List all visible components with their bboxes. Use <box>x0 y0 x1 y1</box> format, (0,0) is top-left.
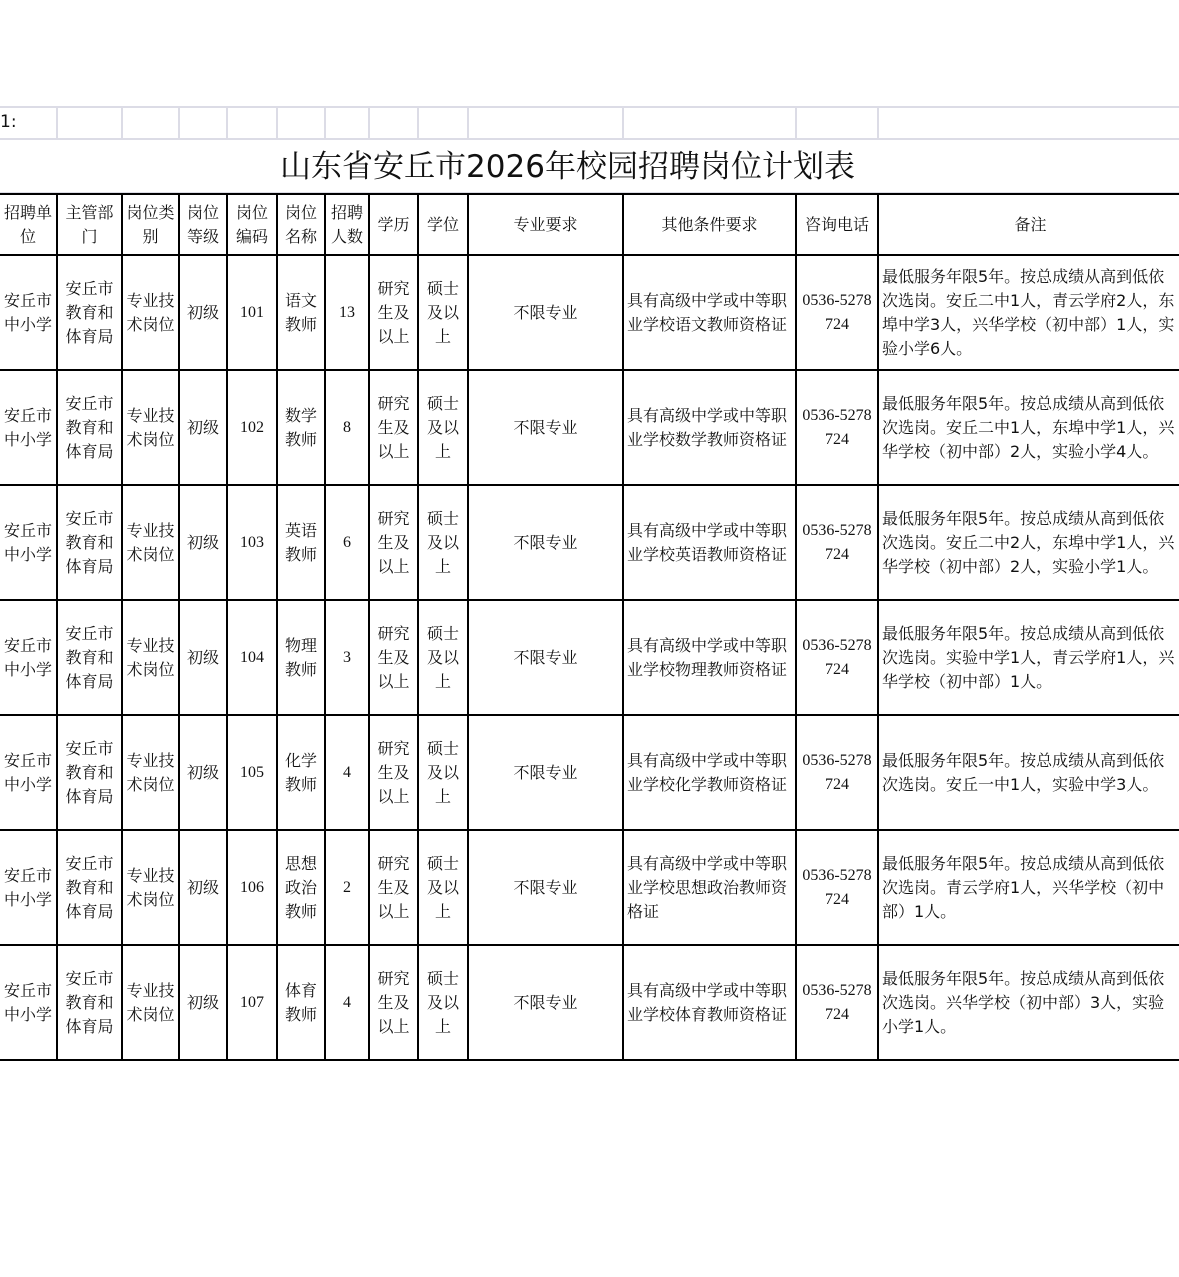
level-cell[interactable]: 初级 <box>179 945 227 1060</box>
degree-cell[interactable]: 硕士及以上 <box>418 485 468 600</box>
education-cell[interactable]: 研究生及以上 <box>369 715 418 830</box>
degree-cell[interactable]: 硕士及以上 <box>418 255 468 370</box>
dept-cell[interactable]: 安丘市教育和体育局 <box>57 255 122 370</box>
remark-cell[interactable]: 最低服务年限5年。按总成绩从高到低依次选岗。安丘二中1人，青云学府2人，东埠中学3人，兴华学校（初中部）1人，实验小学6人。 <box>878 255 1179 370</box>
code-cell[interactable]: 107 <box>227 945 277 1060</box>
count-cell[interactable]: 4 <box>325 945 369 1060</box>
remark-cell[interactable]: 最低服务年限5年。按总成绩从高到低依次选岗。安丘二中1人，东埠中学1人，兴华学校（初中部）2人，实验小学4人。 <box>878 370 1179 485</box>
column-header[interactable]: 岗位等级 <box>179 194 227 255</box>
dept-cell[interactable]: 安丘市教育和体育局 <box>57 945 122 1060</box>
column-header[interactable]: 专业要求 <box>468 194 623 255</box>
degree-cell[interactable]: 硕士及以上 <box>418 370 468 485</box>
major-cell[interactable]: 不限专业 <box>468 715 623 830</box>
count-cell[interactable]: 4 <box>325 715 369 830</box>
table-row <box>0 715 1179 830</box>
position-name-cell[interactable]: 物理教师 <box>277 600 325 715</box>
attachment-label: 1: <box>0 112 17 132</box>
position-name-cell[interactable]: 化学教师 <box>277 715 325 830</box>
major-cell[interactable]: 不限专业 <box>468 830 623 945</box>
education-cell[interactable]: 研究生及以上 <box>369 600 418 715</box>
column-header[interactable]: 学历 <box>369 194 418 255</box>
grid-cell[interactable] <box>467 108 469 138</box>
empty-grid-row <box>0 106 1179 140</box>
table-row <box>0 485 1179 600</box>
level-cell[interactable]: 初级 <box>179 370 227 485</box>
category-cell[interactable]: 专业技术岗位 <box>122 370 179 485</box>
column-header[interactable]: 其他条件要求 <box>623 194 796 255</box>
column-header[interactable]: 主管部门 <box>57 194 122 255</box>
table-row <box>0 830 1179 945</box>
unit-cell[interactable]: 安丘市中小学 <box>0 830 57 945</box>
column-header[interactable]: 备注 <box>878 194 1179 255</box>
column-header[interactable]: 招聘单位 <box>0 194 57 255</box>
grid-cell[interactable] <box>178 108 180 138</box>
grid-cell[interactable] <box>226 108 228 138</box>
code-cell[interactable]: 104 <box>227 600 277 715</box>
position-name-cell[interactable]: 数学教师 <box>277 370 325 485</box>
grid-cell[interactable] <box>368 108 370 138</box>
education-cell[interactable]: 研究生及以上 <box>369 255 418 370</box>
unit-cell[interactable]: 安丘市中小学 <box>0 945 57 1060</box>
column-header[interactable]: 咨询电话 <box>796 194 878 255</box>
position-name-cell[interactable]: 英语教师 <box>277 485 325 600</box>
phone-cell[interactable]: 0536-5278724 <box>796 255 878 370</box>
dept-cell[interactable]: 安丘市教育和体育局 <box>57 370 122 485</box>
category-cell[interactable]: 专业技术岗位 <box>122 485 179 600</box>
education-cell[interactable]: 研究生及以上 <box>369 830 418 945</box>
phone-cell[interactable]: 0536-5278724 <box>796 370 878 485</box>
major-cell[interactable]: 不限专业 <box>468 600 623 715</box>
dept-cell[interactable]: 安丘市教育和体育局 <box>57 830 122 945</box>
code-cell[interactable]: 103 <box>227 485 277 600</box>
phone-cell[interactable]: 0536-5278724 <box>796 830 878 945</box>
major-cell[interactable]: 不限专业 <box>468 485 623 600</box>
category-cell[interactable]: 专业技术岗位 <box>122 945 179 1060</box>
count-cell[interactable]: 2 <box>325 830 369 945</box>
grid-cell[interactable] <box>121 108 123 138</box>
education-cell[interactable]: 研究生及以上 <box>369 370 418 485</box>
grid-cell[interactable] <box>56 108 58 138</box>
count-cell[interactable]: 8 <box>325 370 369 485</box>
remark-cell[interactable]: 最低服务年限5年。按总成绩从高到低依次选岗。安丘一中1人，实验中学3人。 <box>878 715 1179 830</box>
table-row <box>0 255 1179 370</box>
major-cell[interactable]: 不限专业 <box>468 945 623 1060</box>
page-title: 山东省安丘市2026年校园招聘岗位计划表 <box>280 149 855 185</box>
education-cell[interactable]: 研究生及以上 <box>369 945 418 1060</box>
education-cell[interactable]: 研究生及以上 <box>369 485 418 600</box>
other-requirements-cell[interactable]: 具有高级中学或中等职业学校物理教师资格证 <box>623 600 796 715</box>
degree-cell[interactable]: 硕士及以上 <box>418 600 468 715</box>
table-row <box>0 370 1179 485</box>
dept-cell[interactable]: 安丘市教育和体育局 <box>57 485 122 600</box>
table-row <box>0 600 1179 715</box>
degree-cell[interactable]: 硕士及以上 <box>418 945 468 1060</box>
phone-cell[interactable]: 0536-5278724 <box>796 945 878 1060</box>
category-cell[interactable]: 专业技术岗位 <box>122 255 179 370</box>
unit-cell[interactable]: 安丘市中小学 <box>0 715 57 830</box>
unit-cell[interactable]: 安丘市中小学 <box>0 255 57 370</box>
column-header[interactable]: 岗位类别 <box>122 194 179 255</box>
other-requirements-cell[interactable]: 具有高级中学或中等职业学校英语教师资格证 <box>623 485 796 600</box>
position-name-cell[interactable]: 体育教师 <box>277 945 325 1060</box>
grid-cell[interactable] <box>276 108 278 138</box>
grid-cell[interactable] <box>417 108 419 138</box>
recruitment-table <box>0 193 1179 1061</box>
column-header[interactable]: 学位 <box>418 194 468 255</box>
phone-cell[interactable]: 0536-5278724 <box>796 600 878 715</box>
level-cell[interactable]: 初级 <box>179 485 227 600</box>
header-row <box>0 194 1179 255</box>
code-cell[interactable]: 106 <box>227 830 277 945</box>
other-requirements-cell[interactable]: 具有高级中学或中等职业学校思想政治教师资格证 <box>623 830 796 945</box>
column-header[interactable]: 招聘人数 <box>325 194 369 255</box>
grid-cell[interactable] <box>795 108 797 138</box>
unit-cell[interactable]: 安丘市中小学 <box>0 600 57 715</box>
level-cell[interactable]: 初级 <box>179 600 227 715</box>
other-requirements-cell[interactable]: 具有高级中学或中等职业学校化学教师资格证 <box>623 715 796 830</box>
phone-cell[interactable]: 0536-5278724 <box>796 485 878 600</box>
remark-cell[interactable]: 最低服务年限5年。按总成绩从高到低依次选岗。兴华学校（初中部）3人，实验小学1人。 <box>878 945 1179 1060</box>
other-requirements-cell[interactable]: 具有高级中学或中等职业学校语文教师资格证 <box>623 255 796 370</box>
column-header[interactable]: 岗位名称 <box>277 194 325 255</box>
position-name-cell[interactable]: 语文教师 <box>277 255 325 370</box>
major-cell[interactable]: 不限专业 <box>468 255 623 370</box>
other-requirements-cell[interactable]: 具有高级中学或中等职业学校体育教师资格证 <box>623 945 796 1060</box>
remark-cell[interactable]: 最低服务年限5年。按总成绩从高到低依次选岗。青云学府1人，兴华学校（初中部）1人。 <box>878 830 1179 945</box>
count-cell[interactable]: 6 <box>325 485 369 600</box>
grid-cell[interactable] <box>324 108 326 138</box>
column-header[interactable]: 岗位编码 <box>227 194 277 255</box>
remark-cell[interactable]: 最低服务年限5年。按总成绩从高到低依次选岗。实验中学1人，青云学府1人，兴华学校（初中部）1人。 <box>878 600 1179 715</box>
level-cell[interactable]: 初级 <box>179 715 227 830</box>
count-cell[interactable]: 3 <box>325 600 369 715</box>
phone-cell[interactable]: 0536-5278724 <box>796 715 878 830</box>
code-cell[interactable]: 101 <box>227 255 277 370</box>
code-cell[interactable]: 105 <box>227 715 277 830</box>
unit-cell[interactable]: 安丘市中小学 <box>0 485 57 600</box>
grid-cell[interactable] <box>622 108 624 138</box>
degree-cell[interactable]: 硕士及以上 <box>418 715 468 830</box>
remark-cell[interactable]: 最低服务年限5年。按总成绩从高到低依次选岗。安丘二中2人，东埠中学1人，兴华学校（初中部）2人，实验小学1人。 <box>878 485 1179 600</box>
unit-cell[interactable]: 安丘市中小学 <box>0 370 57 485</box>
table-row <box>0 945 1179 1060</box>
dept-cell[interactable]: 安丘市教育和体育局 <box>57 600 122 715</box>
grid-cell[interactable] <box>877 108 879 138</box>
category-cell[interactable]: 专业技术岗位 <box>122 600 179 715</box>
category-cell[interactable]: 专业技术岗位 <box>122 715 179 830</box>
level-cell[interactable]: 初级 <box>179 255 227 370</box>
degree-cell[interactable]: 硕士及以上 <box>418 830 468 945</box>
level-cell[interactable]: 初级 <box>179 830 227 945</box>
code-cell[interactable]: 102 <box>227 370 277 485</box>
category-cell[interactable]: 专业技术岗位 <box>122 830 179 945</box>
other-requirements-cell[interactable]: 具有高级中学或中等职业学校数学教师资格证 <box>623 370 796 485</box>
dept-cell[interactable]: 安丘市教育和体育局 <box>57 715 122 830</box>
position-name-cell[interactable]: 思想政治教师 <box>277 830 325 945</box>
major-cell[interactable]: 不限专业 <box>468 370 623 485</box>
count-cell[interactable]: 13 <box>325 255 369 370</box>
